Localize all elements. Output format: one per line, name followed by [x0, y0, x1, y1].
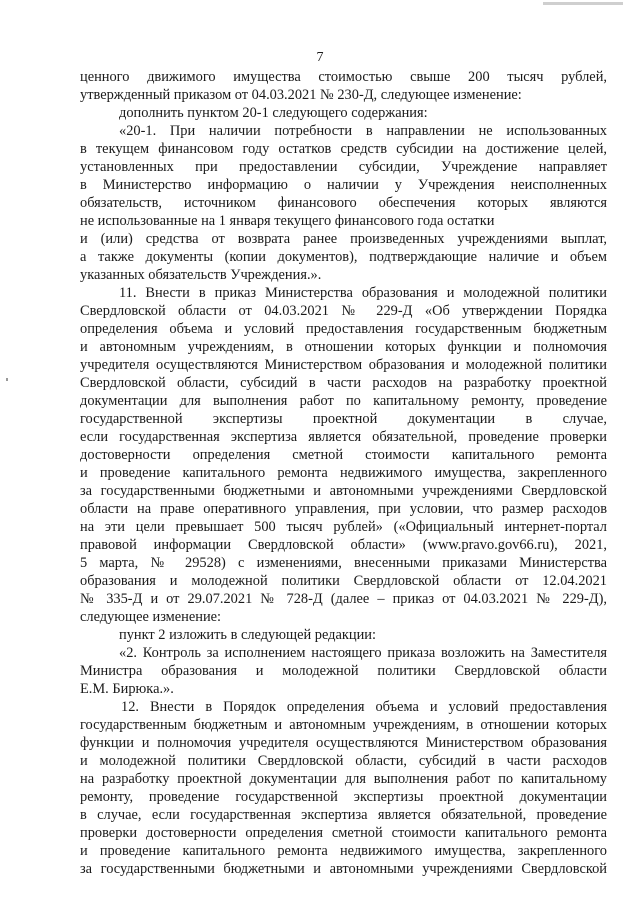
text-line: а также документы (копии документов), подтверждающие наличие и объем: [80, 249, 607, 265]
text-line: дополнить пунктом 20-1 следующего содержания:: [119, 105, 428, 121]
text-line: установленных при предоставлении субсидии, Учреждение направляет: [80, 159, 607, 175]
text-line: правовой информации Свердловской области» (www.pravo.gov66.ru), 2021,: [80, 537, 607, 553]
text-line: документации для выполнения работ по капитальному ремонту, проведение: [80, 393, 607, 409]
text-line: на эти цели превышает 500 тысяч рублей» («Официальный интернет-портал: [80, 519, 607, 535]
text-line: в текущем финансовом году остатков средств субсидии на достижение целей,: [80, 141, 607, 157]
text-line: 12. Внести в Порядок определения объема и условий предоставления: [121, 699, 607, 715]
text-line: № 335-Д и от 29.07.2021 № 728-Д (далее – приказ от 04.03.2021 № 229-Д),: [80, 591, 607, 607]
text-line: за государственными бюджетными и автономными учреждениями Свердловской: [80, 861, 607, 877]
text-line: утвержденный приказом от 04.03.2021 № 230-Д, следующее изменение:: [80, 87, 522, 103]
text-line: достоверности определения сметной стоимости капитального ремонта: [80, 447, 607, 463]
text-line: и молодежной политики Свердловской области, субсидий в части расходов: [80, 753, 607, 769]
text-line: пункт 2 изложить в следующей редакции:: [119, 627, 376, 643]
scan-artifact: [543, 2, 623, 5]
text-line: обязательств, источником финансового обеспечения которых являются: [80, 195, 607, 211]
text-line: учредителя осуществляются Министерством образования и молодежной политики: [80, 357, 607, 373]
text-line: «20-1. При наличии потребности в направлении не использованных: [119, 123, 607, 139]
text-line: Свердловской области, субсидий в части расходов на разработку проектной: [80, 375, 607, 391]
scan-artifact-dot: [6, 378, 8, 381]
text-line: за государственными бюджетными и автономными учреждениями Свердловской: [80, 483, 607, 499]
text-line: и проведение капитального ремонта недвижимого имущества, закрепленного: [80, 843, 607, 859]
text-line: 11. Внести в приказ Министерства образования и молодежной политики: [119, 285, 607, 301]
text-line: не использованные на 1 января текущего финансового года остатки: [80, 213, 495, 229]
text-line: и проведение капитального ремонта недвижимого имущества, закрепленного: [80, 465, 607, 481]
text-line: Е.М. Бирюка.».: [80, 681, 174, 697]
text-line: «2. Контроль за исполнением настоящего приказа возложить на Заместителя: [119, 645, 607, 661]
text-line: если государственная экспертиза является обязательной, проведение проверки: [80, 429, 607, 445]
text-line: Министра образования и молодежной политики Свердловской области: [80, 663, 607, 679]
text-line: и автономным учреждениям, в отношении которых функции и полномочия: [80, 339, 607, 355]
text-line: функции и полномочия учредителя осуществляются Министерством образования: [80, 735, 607, 751]
text-line: проверки достоверности определения сметной стоимости капитального ремонта: [80, 825, 607, 841]
text-line: государственной экспертизы проектной документации в случае,: [80, 411, 607, 427]
text-line: государственным бюджетным и автономным учреждениям, в отношении которых: [80, 717, 607, 733]
text-line: следующее изменение:: [80, 609, 222, 625]
text-line: Свердловской области от 04.03.2021 № 229-Д «Об утверждении Порядка: [80, 303, 607, 319]
text-line: и (или) средства от возврата ранее произведенных учреждениями выплат,: [80, 231, 607, 247]
text-line: в Министерство информацию о наличии у Учреждения неисполненных: [80, 177, 607, 193]
text-line: образования и молодежной политики Свердловской области от 12.04.2021: [80, 573, 607, 589]
text-line: определения объема и условий предоставления государственным бюджетным: [80, 321, 607, 337]
text-line: на разработку проектной документации для выполнения работ по капитальному: [80, 771, 607, 787]
text-line: в случае, если государственная экспертиза является обязательной, проведение: [80, 807, 607, 823]
page-number: 7: [316, 50, 324, 65]
text-line: 5 марта, № 29528) с изменениями, внесенными приказами Министерства: [80, 555, 607, 571]
text-line: ценного движимого имущества стоимостью свыше 200 тысяч рублей,: [80, 69, 607, 85]
text-line: ремонту, проведение государственной экспертизы проектной документации: [80, 789, 607, 805]
text-line: указанных обязательств Учреждения.».: [80, 267, 322, 283]
text-line: области на праве оперативного управления, при условии, что размер расходов: [80, 501, 607, 517]
